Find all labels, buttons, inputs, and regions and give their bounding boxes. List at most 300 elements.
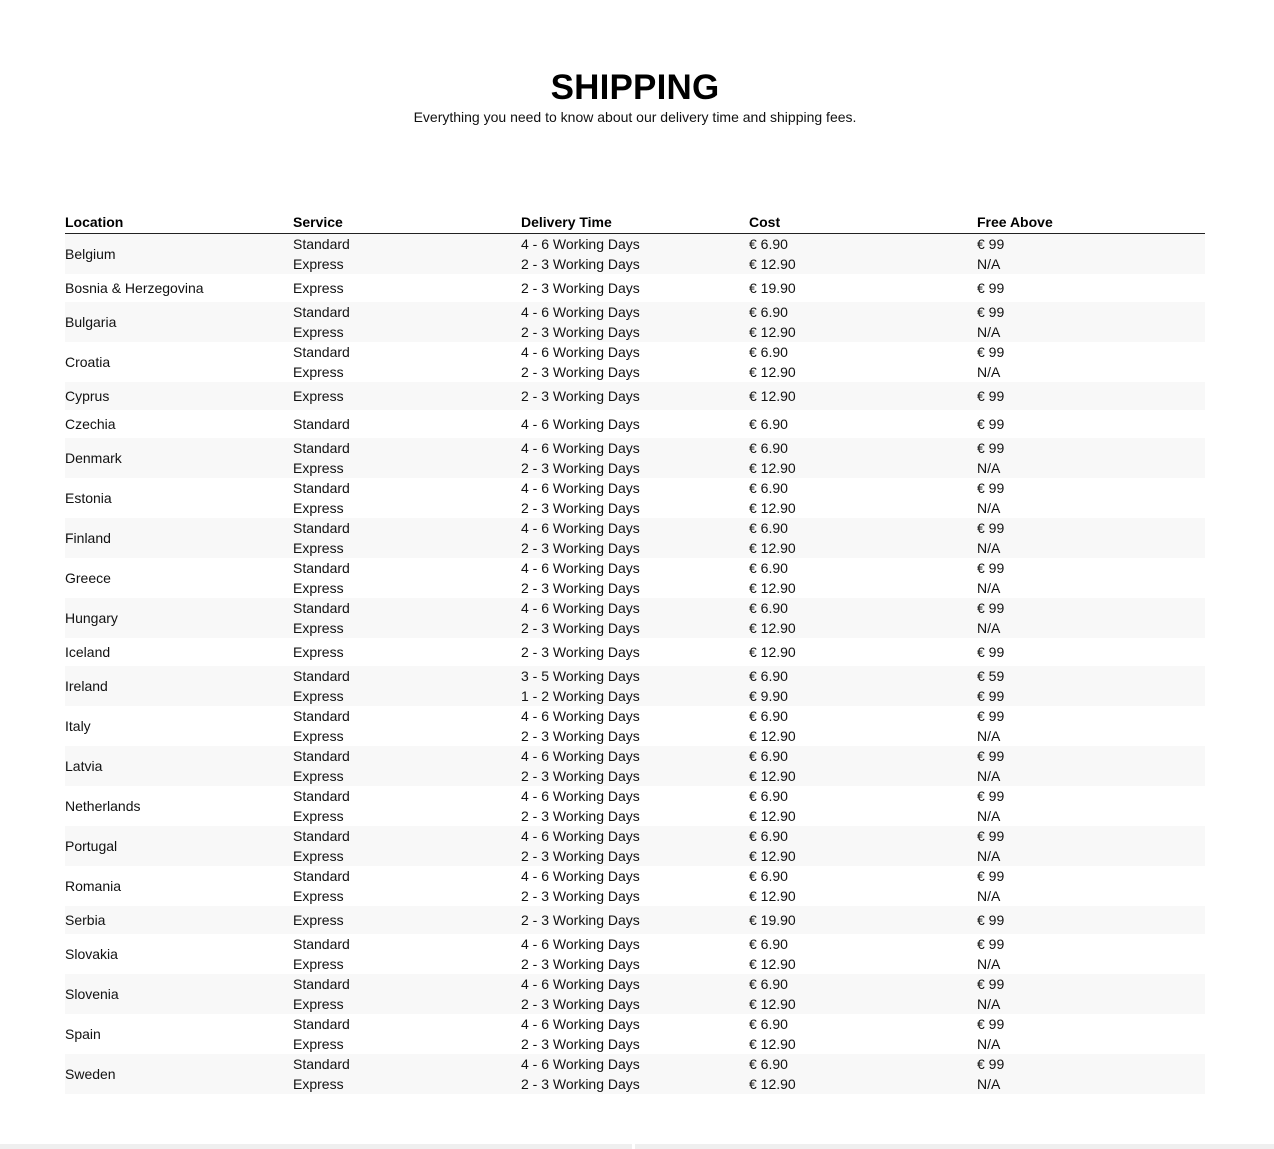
table-row (65, 706, 1205, 746)
free-above-value: € 99 (977, 912, 1005, 928)
location-group (65, 382, 1205, 410)
delivery-time-value: 2 - 3 Working Days (521, 808, 640, 824)
free-above-value: € 99 (977, 788, 1005, 804)
column-header-free-above: Free Above (977, 211, 1205, 234)
cost-cell (749, 410, 977, 438)
service-value: Standard (293, 936, 350, 952)
free-above-value: € 99 (977, 440, 1005, 456)
free-above-cell (977, 746, 1205, 786)
location-group (65, 274, 1205, 302)
delivery-time-value: 2 - 3 Working Days (521, 848, 640, 864)
cost-cell (749, 1014, 977, 1054)
cost-cell (749, 666, 977, 706)
table-row (65, 1014, 1205, 1054)
service-value: Standard (293, 236, 350, 252)
service-cell (293, 598, 521, 638)
free-above-cell (977, 410, 1205, 438)
free-above-value: € 99 (977, 388, 1005, 404)
free-above-value: € 99 (977, 480, 1005, 496)
free-above-value: € 99 (977, 828, 1005, 844)
cost-value: € 6.90 (749, 416, 788, 432)
cost-value: € 12.90 (749, 620, 796, 636)
cost-value: € 6.90 (749, 344, 788, 360)
cost-value: € 12.90 (749, 580, 796, 596)
delivery-time-cell (521, 1014, 749, 1054)
service-cell (293, 866, 521, 906)
service-cell (293, 746, 521, 786)
cost-value: € 12.90 (749, 808, 796, 824)
delivery-time-value: 3 - 5 Working Days (521, 668, 640, 684)
service-cell (293, 274, 521, 302)
service-value: Express (293, 580, 344, 596)
delivery-time-value: 2 - 3 Working Days (521, 644, 640, 660)
free-above-cell (977, 638, 1205, 666)
service-cell (293, 786, 521, 826)
service-cell (293, 826, 521, 866)
free-above-value: € 99 (977, 748, 1005, 764)
table-row (65, 826, 1205, 866)
delivery-time-value: 4 - 6 Working Days (521, 936, 640, 952)
delivery-time-cell (521, 638, 749, 666)
cost-cell (749, 706, 977, 746)
location-cell (65, 558, 293, 598)
free-above-cell (977, 598, 1205, 638)
free-above-cell (977, 706, 1205, 746)
location-cell (65, 706, 293, 746)
free-above-value: N/A (977, 1076, 1001, 1092)
cost-value: € 12.90 (749, 848, 796, 864)
location-name: Bosnia & Herzegovina (65, 280, 204, 296)
cost-value: € 6.90 (749, 520, 788, 536)
location-cell (65, 410, 293, 438)
location-name: Italy (65, 718, 91, 734)
location-group (65, 478, 1205, 518)
location-cell (65, 598, 293, 638)
service-value: Express (293, 500, 344, 516)
table-row (65, 558, 1205, 598)
location-name: Czechia (65, 416, 116, 432)
delivery-time-value: 4 - 6 Working Days (521, 480, 640, 496)
location-group (65, 706, 1205, 746)
cost-value: € 12.90 (749, 728, 796, 744)
delivery-time-cell (521, 410, 749, 438)
delivery-time-value: 2 - 3 Working Days (521, 460, 640, 476)
free-above-value: € 99 (977, 688, 1005, 704)
location-cell (65, 906, 293, 934)
free-above-cell (977, 558, 1205, 598)
table-row (65, 1054, 1205, 1094)
service-cell (293, 234, 521, 275)
delivery-time-value: 4 - 6 Working Days (521, 560, 640, 576)
table-row (65, 666, 1205, 706)
cost-value: € 6.90 (749, 480, 788, 496)
service-value: Standard (293, 440, 350, 456)
cost-value: € 6.90 (749, 600, 788, 616)
cost-value: € 6.90 (749, 1016, 788, 1032)
page-header (0, 68, 1270, 126)
free-above-value: N/A (977, 996, 1001, 1012)
cost-cell (749, 234, 977, 275)
table-row (65, 598, 1205, 638)
table-header (65, 211, 1205, 234)
service-value: Express (293, 688, 344, 704)
service-cell (293, 974, 521, 1014)
service-value: Standard (293, 344, 350, 360)
cost-value: € 12.90 (749, 956, 796, 972)
service-cell (293, 638, 521, 666)
table-row (65, 302, 1205, 342)
delivery-time-value: 4 - 6 Working Days (521, 440, 640, 456)
location-group (65, 638, 1205, 666)
service-value: Standard (293, 708, 350, 724)
location-cell (65, 826, 293, 866)
free-above-value: N/A (977, 620, 1001, 636)
service-value: Standard (293, 976, 350, 992)
table-row (65, 234, 1205, 275)
free-above-value: € 99 (977, 1056, 1005, 1072)
delivery-time-cell (521, 786, 749, 826)
service-cell (293, 706, 521, 746)
service-value: Standard (293, 560, 350, 576)
location-name: Bulgaria (65, 314, 117, 330)
location-group (65, 438, 1205, 478)
location-name: Portugal (65, 838, 118, 854)
service-value: Express (293, 364, 344, 380)
service-value: Express (293, 540, 344, 556)
cost-value: € 12.90 (749, 256, 796, 272)
bottom-bar-divider (632, 1144, 635, 1149)
free-above-value: € 99 (977, 644, 1005, 660)
delivery-time-value: 2 - 3 Working Days (521, 996, 640, 1012)
location-cell (65, 638, 293, 666)
delivery-time-cell (521, 1054, 749, 1094)
free-above-value: € 99 (977, 416, 1005, 432)
location-name: Greece (65, 570, 111, 586)
service-value: Express (293, 912, 344, 928)
delivery-time-cell (521, 866, 749, 906)
location-cell (65, 342, 293, 382)
service-cell (293, 438, 521, 478)
location-name: Hungary (65, 610, 118, 626)
delivery-time-cell (521, 342, 749, 382)
service-value: Standard (293, 868, 350, 884)
delivery-time-value: 2 - 3 Working Days (521, 1076, 640, 1092)
location-cell (65, 786, 293, 826)
free-above-cell (977, 906, 1205, 934)
cost-value: € 6.90 (749, 936, 788, 952)
free-above-value: € 99 (977, 344, 1005, 360)
free-above-value: N/A (977, 1036, 1001, 1052)
cost-cell (749, 382, 977, 410)
cost-value: € 12.90 (749, 644, 796, 660)
service-value: Express (293, 1076, 344, 1092)
location-group (65, 906, 1205, 934)
table-row (65, 342, 1205, 382)
cost-value: € 6.90 (749, 788, 788, 804)
page-title: SHIPPING (550, 68, 720, 107)
delivery-time-value: 4 - 6 Working Days (521, 416, 640, 432)
table-row (65, 382, 1205, 410)
free-above-cell (977, 382, 1205, 410)
delivery-time-cell (521, 826, 749, 866)
cost-cell (749, 558, 977, 598)
delivery-time-value: 4 - 6 Working Days (521, 788, 640, 804)
delivery-time-value: 4 - 6 Working Days (521, 344, 640, 360)
service-value: Standard (293, 788, 350, 804)
free-above-value: N/A (977, 580, 1001, 596)
service-value: Standard (293, 748, 350, 764)
delivery-time-value: 2 - 3 Working Days (521, 728, 640, 744)
table-row (65, 934, 1205, 974)
service-cell (293, 410, 521, 438)
location-group (65, 558, 1205, 598)
table-row (65, 478, 1205, 518)
service-value: Standard (293, 828, 350, 844)
location-group (65, 1054, 1205, 1094)
service-value: Standard (293, 520, 350, 536)
location-cell (65, 666, 293, 706)
cost-cell (749, 786, 977, 826)
delivery-time-cell (521, 974, 749, 1014)
cost-value: € 19.90 (749, 280, 796, 296)
delivery-time-cell (521, 234, 749, 275)
cost-value: € 19.90 (749, 912, 796, 928)
delivery-time-value: 4 - 6 Working Days (521, 600, 640, 616)
cost-cell (749, 1054, 977, 1094)
cost-cell (749, 974, 977, 1014)
free-above-cell (977, 786, 1205, 826)
free-above-value: € 99 (977, 868, 1005, 884)
location-name: Slovenia (65, 986, 119, 1002)
free-above-cell (977, 438, 1205, 478)
cost-value: € 6.90 (749, 828, 788, 844)
cost-value: € 6.90 (749, 668, 788, 684)
free-above-value: N/A (977, 256, 1001, 272)
location-name: Cyprus (65, 388, 110, 404)
shipping-table-container (65, 211, 1205, 1094)
cost-value: € 12.90 (749, 388, 796, 404)
free-above-value: N/A (977, 500, 1001, 516)
cost-value: € 12.90 (749, 460, 796, 476)
table-row (65, 518, 1205, 558)
location-cell (65, 974, 293, 1014)
location-name: Latvia (65, 758, 103, 774)
location-group (65, 746, 1205, 786)
cost-value: € 6.90 (749, 868, 788, 884)
location-group (65, 974, 1205, 1014)
location-cell (65, 302, 293, 342)
cost-cell (749, 826, 977, 866)
free-above-value: € 99 (977, 236, 1005, 252)
delivery-time-cell (521, 558, 749, 598)
service-cell (293, 934, 521, 974)
delivery-time-value: 2 - 3 Working Days (521, 1036, 640, 1052)
service-value: Standard (293, 416, 350, 432)
delivery-time-cell (521, 934, 749, 974)
page-subtitle: Everything you need to know about our delivery time and shipping fees. (413, 109, 857, 125)
location-name: Sweden (65, 1066, 116, 1082)
service-cell (293, 382, 521, 410)
free-above-value: € 99 (977, 600, 1005, 616)
service-value: Standard (293, 1016, 350, 1032)
cost-value: € 6.90 (749, 748, 788, 764)
free-above-value: N/A (977, 324, 1001, 340)
service-cell (293, 518, 521, 558)
location-cell (65, 234, 293, 275)
cost-value: € 12.90 (749, 768, 796, 784)
location-cell (65, 518, 293, 558)
location-name: Serbia (65, 912, 106, 928)
service-value: Express (293, 324, 344, 340)
location-cell (65, 866, 293, 906)
service-cell (293, 1054, 521, 1094)
service-value: Express (293, 644, 344, 660)
location-group (65, 598, 1205, 638)
service-value: Express (293, 460, 344, 476)
free-above-value: € 99 (977, 280, 1005, 296)
bottom-bar (0, 1144, 1274, 1149)
table-row (65, 638, 1205, 666)
table-row (65, 410, 1205, 438)
table-row (65, 746, 1205, 786)
location-cell (65, 746, 293, 786)
location-group (65, 1014, 1205, 1054)
delivery-time-cell (521, 666, 749, 706)
delivery-time-value: 2 - 3 Working Days (521, 256, 640, 272)
table-row (65, 438, 1205, 478)
location-group (65, 786, 1205, 826)
free-above-value: € 99 (977, 936, 1005, 952)
service-value: Express (293, 956, 344, 972)
column-header-service: Service (293, 211, 521, 234)
location-group (65, 934, 1205, 974)
table-row (65, 274, 1205, 302)
column-header-location: Location (65, 211, 293, 234)
delivery-time-value: 4 - 6 Working Days (521, 1016, 640, 1032)
location-name: Croatia (65, 354, 111, 370)
cost-value: € 6.90 (749, 976, 788, 992)
location-cell (65, 274, 293, 302)
free-above-cell (977, 1054, 1205, 1094)
location-group (65, 410, 1205, 438)
service-cell (293, 1014, 521, 1054)
service-value: Standard (293, 668, 350, 684)
service-value: Standard (293, 600, 350, 616)
table-row (65, 866, 1205, 906)
delivery-time-value: 4 - 6 Working Days (521, 236, 640, 252)
location-cell (65, 934, 293, 974)
service-value: Express (293, 996, 344, 1012)
free-above-cell (977, 274, 1205, 302)
delivery-time-value: 2 - 3 Working Days (521, 324, 640, 340)
free-above-value: N/A (977, 808, 1001, 824)
location-name: Denmark (65, 450, 122, 466)
location-name: Finland (65, 530, 111, 546)
location-group (65, 342, 1205, 382)
delivery-time-value: 2 - 3 Working Days (521, 768, 640, 784)
delivery-time-cell (521, 746, 749, 786)
delivery-time-value: 1 - 2 Working Days (521, 688, 640, 704)
cost-value: € 12.90 (749, 540, 796, 556)
delivery-time-cell (521, 382, 749, 410)
cost-cell (749, 438, 977, 478)
service-value: Express (293, 888, 344, 904)
cost-value: € 12.90 (749, 996, 796, 1012)
table-row (65, 786, 1205, 826)
location-name: Belgium (65, 246, 116, 262)
location-group (65, 518, 1205, 558)
cost-value: € 12.90 (749, 500, 796, 516)
delivery-time-cell (521, 518, 749, 558)
cost-value: € 9.90 (749, 688, 788, 704)
service-value: Express (293, 256, 344, 272)
delivery-time-value: 2 - 3 Working Days (521, 500, 640, 516)
free-above-cell (977, 1014, 1205, 1054)
delivery-time-value: 2 - 3 Working Days (521, 388, 640, 404)
delivery-time-value: 2 - 3 Working Days (521, 912, 640, 928)
location-name: Romania (65, 878, 122, 894)
service-value: Standard (293, 1056, 350, 1072)
delivery-time-cell (521, 478, 749, 518)
delivery-time-value: 4 - 6 Working Days (521, 748, 640, 764)
free-above-cell (977, 234, 1205, 275)
delivery-time-value: 4 - 6 Working Days (521, 828, 640, 844)
delivery-time-cell (521, 438, 749, 478)
location-name: Spain (65, 1026, 101, 1042)
delivery-time-value: 2 - 3 Working Days (521, 580, 640, 596)
location-group (65, 826, 1205, 866)
cost-value: € 6.90 (749, 304, 788, 320)
free-above-value: N/A (977, 888, 1001, 904)
free-above-cell (977, 518, 1205, 558)
free-above-cell (977, 866, 1205, 906)
location-cell (65, 1054, 293, 1094)
free-above-cell (977, 478, 1205, 518)
service-cell (293, 558, 521, 598)
free-above-value: € 99 (977, 708, 1005, 724)
free-above-cell (977, 974, 1205, 1014)
cost-cell (749, 518, 977, 558)
delivery-time-value: 2 - 3 Working Days (521, 620, 640, 636)
service-value: Express (293, 620, 344, 636)
service-value: Standard (293, 480, 350, 496)
cost-cell (749, 746, 977, 786)
delivery-time-cell (521, 706, 749, 746)
cost-cell (749, 598, 977, 638)
free-above-value: € 59 (977, 668, 1005, 684)
service-cell (293, 478, 521, 518)
location-cell (65, 438, 293, 478)
free-above-cell (977, 302, 1205, 342)
cost-value: € 12.90 (749, 1036, 796, 1052)
free-above-value: N/A (977, 768, 1001, 784)
free-above-value: € 99 (977, 976, 1005, 992)
delivery-time-value: 2 - 3 Working Days (521, 364, 640, 380)
service-value: Express (293, 388, 344, 404)
cost-value: € 6.90 (749, 708, 788, 724)
free-above-value: N/A (977, 460, 1001, 476)
delivery-time-value: 4 - 6 Working Days (521, 520, 640, 536)
free-above-cell (977, 666, 1205, 706)
location-name: Slovakia (65, 946, 118, 962)
service-value: Express (293, 280, 344, 296)
cost-cell (749, 274, 977, 302)
delivery-time-value: 2 - 3 Working Days (521, 540, 640, 556)
table-row (65, 974, 1205, 1014)
location-name: Netherlands (65, 798, 141, 814)
delivery-time-value: 4 - 6 Working Days (521, 976, 640, 992)
delivery-time-value: 2 - 3 Working Days (521, 280, 640, 296)
